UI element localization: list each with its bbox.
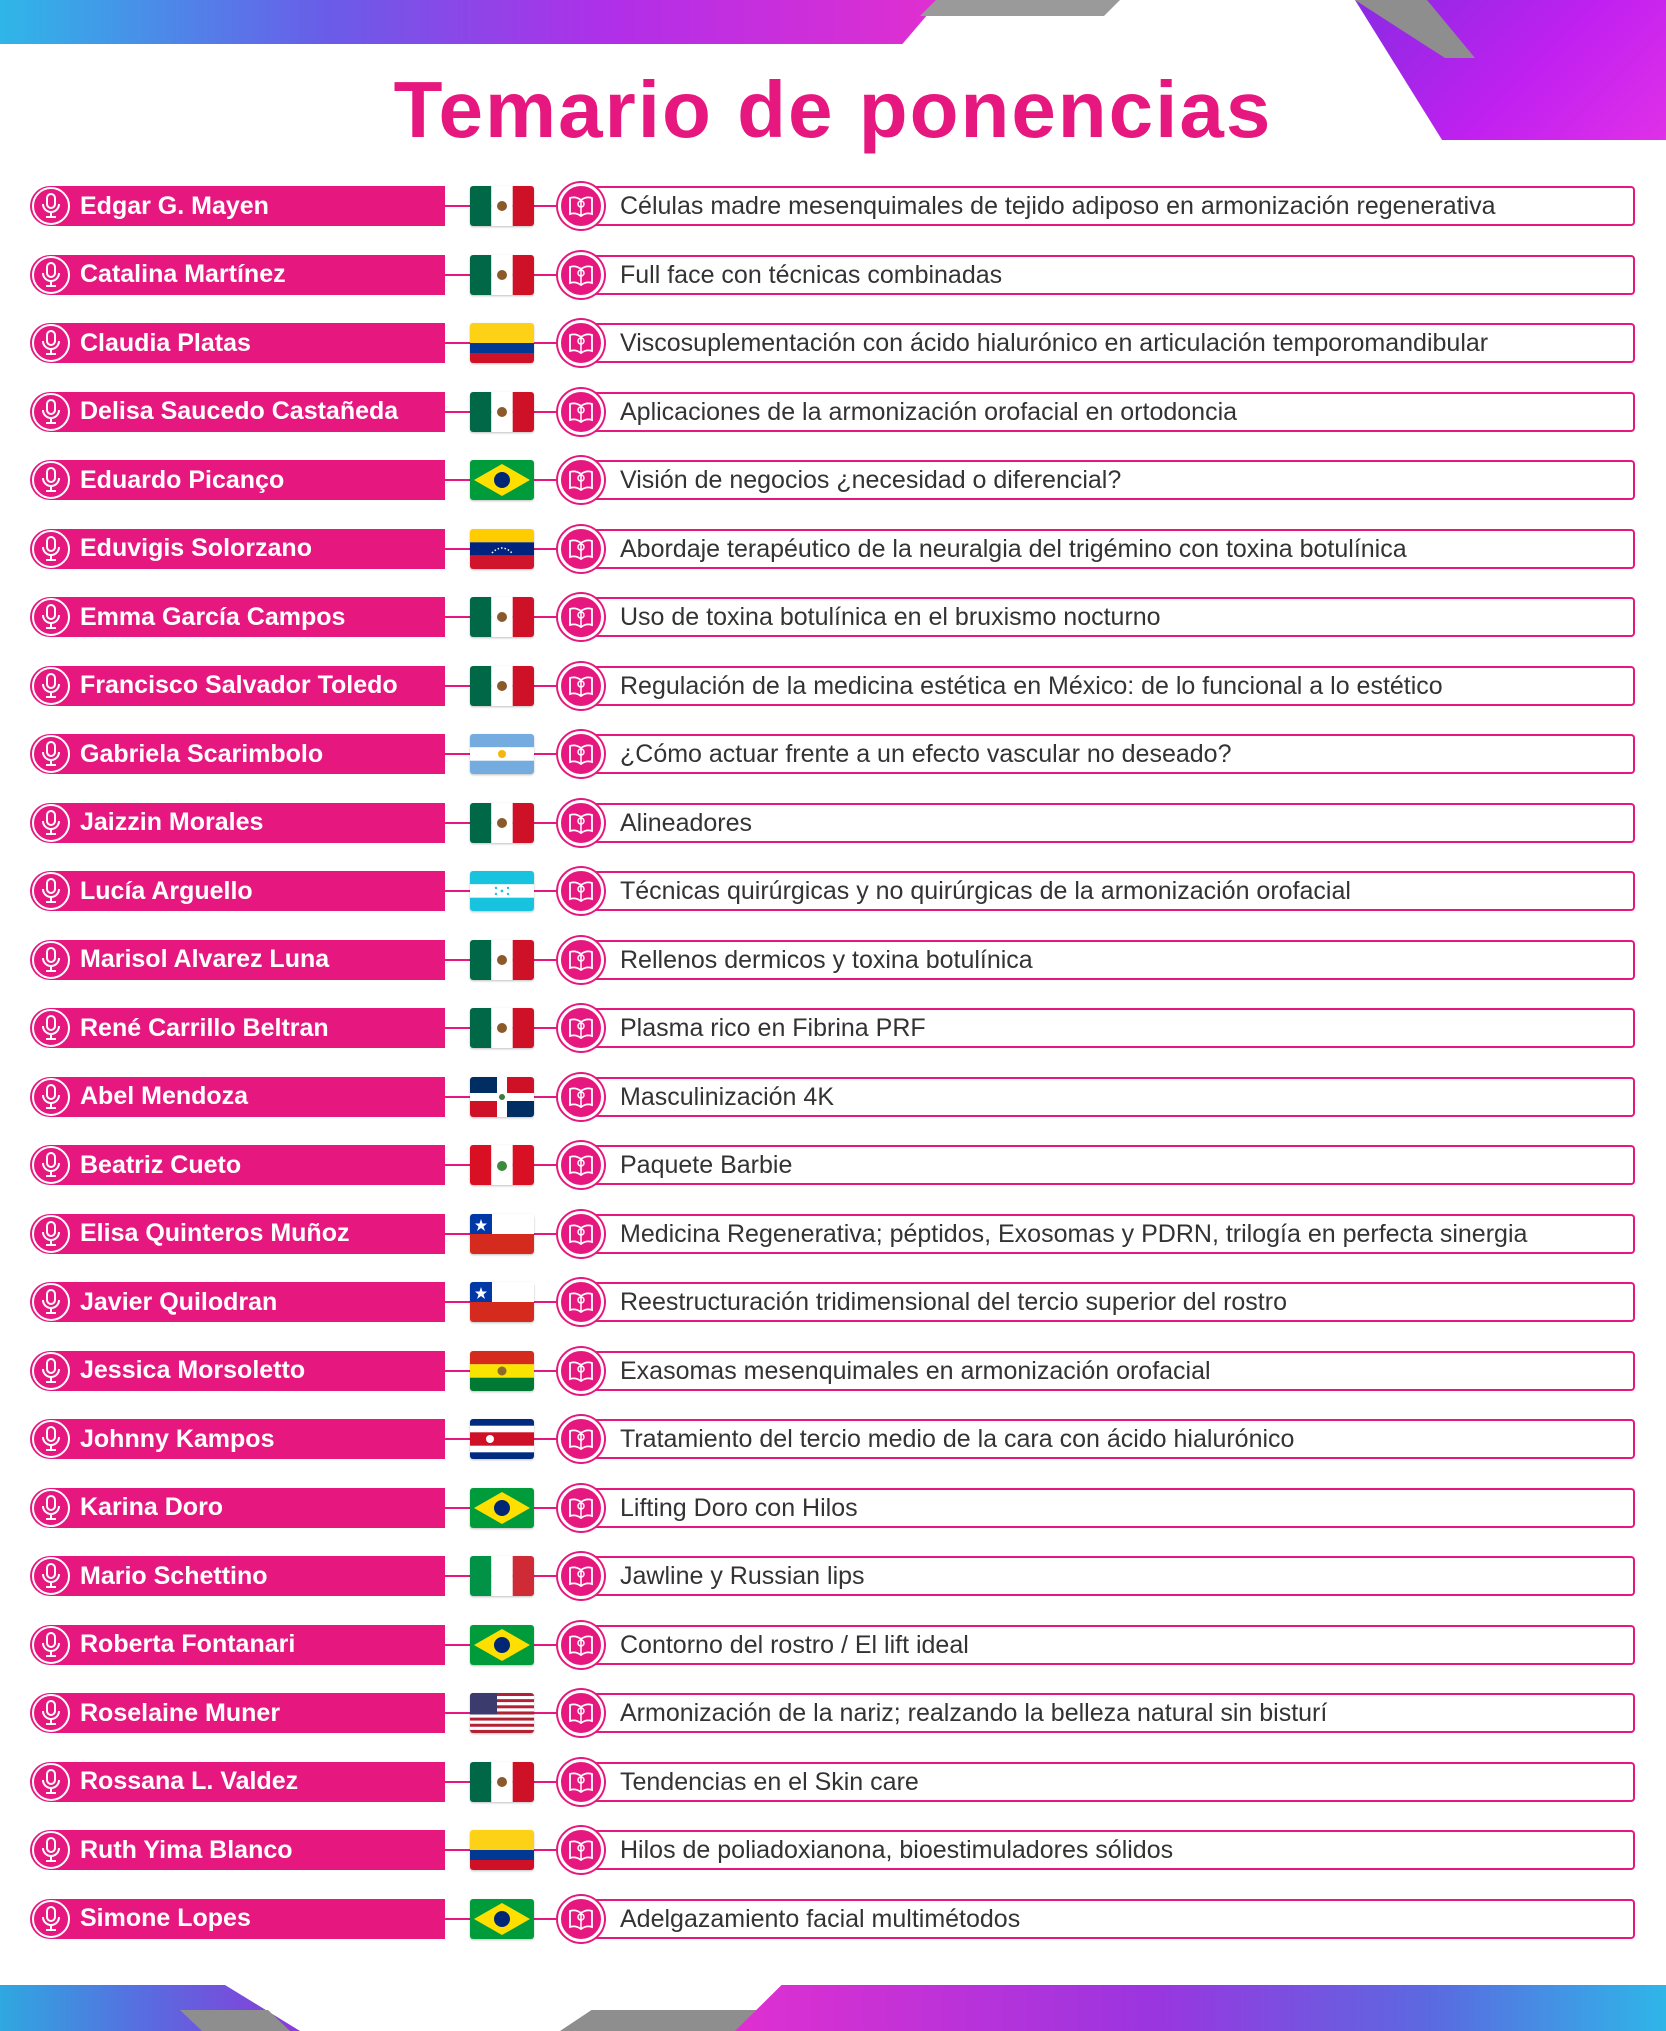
book-icon xyxy=(558,320,604,366)
speaker-name: Beatriz Cueto xyxy=(80,1150,242,1179)
topic-title: Rellenos dermicos y toxina botulínica xyxy=(620,945,1033,974)
speaker-row xyxy=(30,1347,1640,1416)
book-icon xyxy=(558,1553,604,1599)
speaker-row xyxy=(30,799,1640,868)
speaker-name: Catalina Martínez xyxy=(80,260,286,288)
speaker-name-pill xyxy=(30,392,445,432)
speaker-row xyxy=(30,1895,1640,1964)
microphone-icon xyxy=(32,1078,70,1116)
speaker-name: Lucía Arguello xyxy=(80,876,253,905)
speaker-row xyxy=(30,388,1640,457)
speaker-row xyxy=(30,1621,1640,1690)
microphone-icon xyxy=(32,667,70,705)
speaker-name-pill xyxy=(30,734,445,774)
topic-title: Adelgazamiento facial multimétodos xyxy=(620,1904,1021,1933)
mexico-flag-icon xyxy=(470,803,534,843)
microphone-icon xyxy=(32,804,70,842)
speaker-name-pill xyxy=(30,323,445,363)
speaker-row xyxy=(30,1415,1640,1484)
speaker-name-pill xyxy=(30,871,445,911)
microphone-icon xyxy=(32,461,70,499)
speaker-row xyxy=(30,1484,1640,1553)
microphone-icon xyxy=(32,1557,70,1595)
speaker-row xyxy=(30,593,1640,662)
speaker-name: Rossana L. Valdez xyxy=(80,1767,299,1795)
speaker-name: Javier Quilodran xyxy=(80,1287,278,1316)
topic-title: Células madre mesenquimales de tejido adiposo en armonización regenerativa xyxy=(620,192,1496,220)
microphone-icon xyxy=(32,393,70,431)
book-icon xyxy=(558,457,604,503)
page-title: Temario de ponencias xyxy=(393,65,1273,154)
brazil-flag-icon xyxy=(470,1625,534,1665)
speaker-row xyxy=(30,251,1640,320)
microphone-icon xyxy=(32,530,70,568)
topic-title: Uso de toxina botulínica en el bruxismo nocturno xyxy=(620,603,1161,631)
speaker-name: Abel Mendoza xyxy=(80,1082,249,1110)
speaker-name: Elisa Quinteros Muñoz xyxy=(80,1219,350,1247)
topic-title: ¿Cómo actuar frente a un efecto vascular no deseado? xyxy=(620,740,1232,768)
book-icon xyxy=(558,1211,604,1257)
microphone-icon xyxy=(32,735,70,773)
speaker-row xyxy=(30,936,1640,1005)
speaker-name: Marisol Alvarez Luna xyxy=(80,945,330,973)
book-icon xyxy=(558,1348,604,1394)
topic-title: Jawline y Russian lips xyxy=(620,1562,865,1590)
mexico-flag-icon xyxy=(470,1008,534,1048)
speaker-name-pill xyxy=(30,940,445,980)
speaker-row xyxy=(30,1073,1640,1142)
topic-title: Plasma rico en Fibrina PRF xyxy=(620,1014,926,1042)
topic-title: Masculinización 4K xyxy=(620,1082,834,1111)
speaker-name: Emma García Campos xyxy=(80,602,346,631)
microphone-icon xyxy=(32,1831,70,1869)
topic-title: Exasomas mesenquimales en armonización orofacial xyxy=(620,1356,1211,1385)
topic-title: Paquete Barbie xyxy=(620,1151,793,1179)
topic-title: Aplicaciones de la armonización orofacial en ortodoncia xyxy=(620,397,1238,426)
speaker-name-pill xyxy=(30,1008,445,1048)
speaker-name-pill xyxy=(30,597,445,637)
book-icon xyxy=(558,868,604,914)
book-icon xyxy=(558,1759,604,1805)
mexico-flag-icon xyxy=(470,597,534,637)
topic-title: Medicina Regenerativa; péptidos, Exosomas y PDRN, trilogía en perfecta sinergia xyxy=(620,1219,1528,1248)
microphone-icon xyxy=(32,872,70,910)
book-icon xyxy=(558,1896,604,1942)
topic-title: Reestructuración tridimensional del tercio superior del rostro xyxy=(620,1288,1287,1316)
microphone-icon xyxy=(32,1626,70,1664)
speaker-name-pill xyxy=(30,1488,445,1528)
chile-flag-icon xyxy=(470,1214,534,1254)
speaker-row xyxy=(30,730,1640,799)
speaker-name-pill xyxy=(30,1214,445,1254)
microphone-icon xyxy=(32,1352,70,1390)
costarica-flag-icon xyxy=(470,1419,534,1459)
speaker-name-pill xyxy=(30,1351,445,1391)
book-icon xyxy=(558,183,604,229)
speaker-row xyxy=(30,456,1640,525)
speaker-name-pill xyxy=(30,255,445,295)
microphone-icon xyxy=(32,1900,70,1938)
dominican-flag-icon xyxy=(470,1077,534,1117)
speaker-name: Eduardo Picanço xyxy=(80,465,285,494)
book-icon xyxy=(558,1005,604,1051)
speaker-name: Eduvigis Solorzano xyxy=(80,534,312,562)
speaker-name-pill xyxy=(30,1625,445,1665)
book-icon xyxy=(558,389,604,435)
topic-title: Viscosuplementación con ácido hialurónico en articulación temporomandibular xyxy=(620,329,1489,357)
speaker-name: Simone Lopes xyxy=(80,1904,251,1932)
speaker-name: Delisa Saucedo Castañeda xyxy=(80,397,399,425)
book-icon xyxy=(558,663,604,709)
mexico-flag-icon xyxy=(470,186,534,226)
peru-flag-icon xyxy=(470,1145,534,1185)
speaker-name: René Carrillo Beltran xyxy=(80,1013,329,1042)
speaker-name: Roselaine Muner xyxy=(80,1698,281,1727)
speaker-name: Roberta Fontanari xyxy=(80,1630,296,1658)
bolivia-flag-icon xyxy=(470,1351,534,1391)
topic-title: Full face con técnicas combinadas xyxy=(620,260,1003,289)
speaker-name: Claudia Platas xyxy=(80,328,251,357)
microphone-icon xyxy=(32,187,70,225)
book-icon xyxy=(558,252,604,298)
topic-title: Tratamiento del tercio medio de la cara con ácido hialurónico xyxy=(620,1425,1295,1453)
microphone-icon xyxy=(32,1420,70,1458)
speaker-row xyxy=(30,319,1640,388)
microphone-icon xyxy=(32,598,70,636)
speaker-name-pill xyxy=(30,460,445,500)
mexico-flag-icon xyxy=(470,666,534,706)
speaker-name: Karina Doro xyxy=(80,1493,224,1521)
topic-title: Técnicas quirúrgicas y no quirúrgicas de la armonización orofacial xyxy=(620,877,1351,905)
book-icon xyxy=(558,1142,604,1188)
microphone-icon xyxy=(32,324,70,362)
microphone-icon xyxy=(32,941,70,979)
speaker-name: Edgar G. Mayen xyxy=(80,191,269,220)
speaker-name: Francisco Salvador Toledo xyxy=(80,671,398,699)
topic-title: Tendencias en el Skin care xyxy=(620,1767,919,1796)
decor-bottom-right-bar xyxy=(735,1985,1666,2031)
speaker-name: Mario Schettino xyxy=(80,1561,268,1590)
topic-title: Visión de negocios ¿necesidad o diferencial? xyxy=(620,466,1122,494)
speaker-name-pill xyxy=(30,1762,445,1802)
brazil-flag-icon xyxy=(470,1899,534,1939)
microphone-icon xyxy=(32,1009,70,1047)
brazil-flag-icon xyxy=(470,460,534,500)
brazil-flag-icon xyxy=(470,1488,534,1528)
speaker-name: Jaizzin Morales xyxy=(80,808,264,836)
speaker-row xyxy=(30,1141,1640,1210)
speaker-name-pill xyxy=(30,1077,445,1117)
topic-title: Abordaje terapéutico de la neuralgia del trigémino con toxina botulínica xyxy=(620,534,1407,563)
microphone-icon xyxy=(32,1694,70,1732)
speaker-row xyxy=(30,525,1640,594)
venezuela-flag-icon xyxy=(470,529,534,569)
speaker-list xyxy=(30,182,1640,1963)
colombia-flag-icon xyxy=(470,1830,534,1870)
book-icon xyxy=(558,526,604,572)
speaker-name-pill xyxy=(30,1419,445,1459)
book-icon xyxy=(558,800,604,846)
usa-flag-icon xyxy=(470,1693,534,1733)
speaker-name-pill xyxy=(30,1145,445,1185)
speaker-name-pill xyxy=(30,1693,445,1733)
book-icon xyxy=(558,731,604,777)
mexico-flag-icon xyxy=(470,940,534,980)
speaker-name: Gabriela Scarimbolo xyxy=(80,739,324,768)
mexico-flag-icon xyxy=(470,1762,534,1802)
book-icon xyxy=(558,1279,604,1325)
speaker-name: Ruth Yima Blanco xyxy=(80,1835,293,1864)
topic-title: Armonización de la nariz; realzando la belleza natural sin bisturí xyxy=(620,1699,1328,1727)
speaker-row xyxy=(30,1278,1640,1347)
speaker-row xyxy=(30,867,1640,936)
speaker-row xyxy=(30,1689,1640,1758)
topic-title: Lifting Doro con Hilos xyxy=(620,1493,858,1522)
microphone-icon xyxy=(32,1763,70,1801)
microphone-icon xyxy=(32,1146,70,1184)
book-icon xyxy=(558,1485,604,1531)
speaker-row xyxy=(30,1552,1640,1621)
italy-flag-icon xyxy=(470,1556,534,1596)
speaker-name-pill xyxy=(30,1282,445,1322)
speaker-row xyxy=(30,662,1640,731)
speaker-row xyxy=(30,1826,1640,1895)
book-icon xyxy=(558,1690,604,1736)
book-icon xyxy=(558,594,604,640)
decor-top-left-bar xyxy=(0,0,940,44)
speaker-row xyxy=(30,1758,1640,1827)
decor-top-gray-strip xyxy=(920,0,1120,16)
colombia-flag-icon xyxy=(470,323,534,363)
speaker-name-pill xyxy=(30,186,445,226)
topic-title: Contorno del rostro / El lift ideal xyxy=(620,1630,969,1659)
argentina-flag-icon xyxy=(470,734,534,774)
speaker-name-pill xyxy=(30,1556,445,1596)
microphone-icon xyxy=(32,1215,70,1253)
book-icon xyxy=(558,1074,604,1120)
speaker-row xyxy=(30,1210,1640,1279)
book-icon xyxy=(558,1827,604,1873)
speaker-row xyxy=(30,1004,1640,1073)
topic-title: Alineadores xyxy=(620,808,753,837)
speaker-name: Johnny Kampos xyxy=(80,1424,275,1453)
speaker-name-pill xyxy=(30,803,445,843)
honduras-flag-icon xyxy=(470,871,534,911)
book-icon xyxy=(558,1622,604,1668)
speaker-name-pill xyxy=(30,1830,445,1870)
book-icon xyxy=(558,1416,604,1462)
mexico-flag-icon xyxy=(470,255,534,295)
microphone-icon xyxy=(32,1283,70,1321)
microphone-icon xyxy=(32,1489,70,1527)
mexico-flag-icon xyxy=(470,392,534,432)
topic-title: Regulación de la medicina estética en México: de lo funcional a lo estético xyxy=(620,671,1443,700)
chile-flag-icon xyxy=(470,1282,534,1322)
speaker-name-pill xyxy=(30,1899,445,1939)
speaker-row xyxy=(30,182,1640,251)
speaker-name-pill xyxy=(30,666,445,706)
speaker-name-pill xyxy=(30,529,445,569)
topic-title: Hilos de poliadoxianona, bioestimuladores sólidos xyxy=(620,1836,1174,1864)
microphone-icon xyxy=(32,256,70,294)
book-icon xyxy=(558,937,604,983)
speaker-name: Jessica Morsoletto xyxy=(80,1356,306,1384)
